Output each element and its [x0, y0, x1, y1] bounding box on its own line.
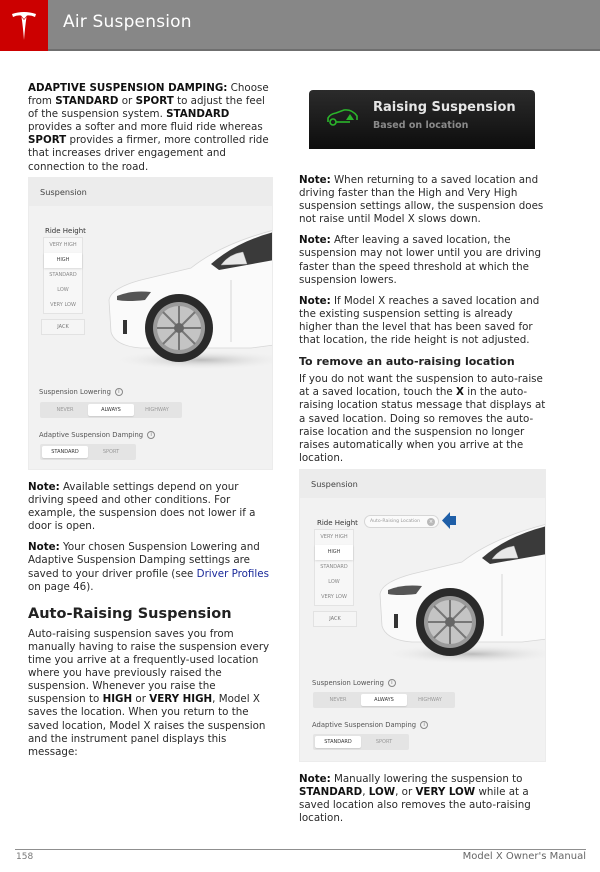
panel-title: Suspension — [29, 178, 272, 206]
footer-divider — [15, 849, 586, 850]
suspension-settings-auto-raise-screenshot — [299, 469, 546, 762]
note-manual-lowering: Note: Manually lowering the suspension to STANDARD, LOW, or VERY LOW while at a saved location also removes the auto-raising location. — [299, 773, 531, 825]
ride-height-selector — [43, 237, 83, 314]
ride-height-label: Ride Height — [45, 227, 86, 235]
adaptive-damping-selector — [313, 734, 409, 750]
note-after-leaving: Note: After leaving a saved location, the suspension may not lower until you are driving faster than the speed threshold at which the suspension lowers. — [299, 234, 542, 286]
lowering-never[interactable]: NEVER — [56, 407, 74, 413]
ride-height-standard[interactable]: STANDARD — [49, 272, 77, 278]
info-icon[interactable]: i — [115, 388, 123, 396]
ride-height-low[interactable]: LOW — [57, 287, 69, 293]
manual-title: Model X Owner's Manual — [462, 851, 586, 862]
tesla-logo — [0, 0, 48, 51]
car-raise-icon — [326, 108, 360, 128]
jack-button[interactable]: JACK — [41, 319, 85, 335]
left-column-notes — [28, 481, 276, 767]
ride-height-very-low[interactable]: VERY LOW — [50, 302, 76, 308]
right-column-notes — [299, 174, 549, 473]
term-label: ADAPTIVE SUSPENSION DAMPING: — [28, 82, 228, 94]
right-column-final-note — [299, 773, 549, 833]
ride-height-standard[interactable]: STANDARD — [320, 564, 348, 570]
car-image — [101, 220, 273, 370]
banner-title: Raising Suspension — [373, 100, 516, 115]
jack-button[interactable]: JACK — [313, 611, 357, 627]
remove-location-paragraph: If you do not want the suspension to auto-raise at a saved location, touch the X in the auto-raising location status message that displays at a saved location. Doing so removes the auto-raise location and the suspension no longer raises automatically when you arrive at the location. — [299, 373, 546, 464]
remove-location-close-icon[interactable]: × — [428, 519, 434, 525]
adaptive-damping-label: Adaptive Suspension Damping i — [312, 721, 428, 729]
adaptive-damping-paragraph: ADAPTIVE SUSPENSION DAMPING: Choose from STANDARD or SPORT to adjust the feel of the suspension system. STANDARD provides a softer and more fluid ride whereas SPORT provides a firmer, more controlled ride that increases driver engagement and connection to the road. — [28, 82, 269, 173]
ride-height-very-high[interactable]: VERY HIGH — [49, 242, 77, 248]
suspension-lowering-selector — [40, 402, 182, 418]
auto-raising-paragraph: Auto-raising suspension saves you from manually having to raise the suspension every time you arrive at a frequently-used location where you have previously raised the suspension. Whenever you raise the suspension to HIGH or VERY HIGH, Model X saves the location. When you return to the saved location, Model X raises the suspension and the instrument panel displays this message: — [28, 627, 270, 758]
lowering-always[interactable]: ALWAYS — [88, 404, 134, 416]
note-returning-faster: Note: When returning to a saved location and driving faster than the High and Very High suspension settings allow, the suspension does not raise until Model X slows down. — [299, 174, 544, 226]
driver-profiles-link[interactable]: Driver Profiles — [196, 567, 269, 580]
damping-sport[interactable]: SPORT — [102, 449, 120, 455]
damping-standard[interactable]: STANDARD — [42, 446, 88, 458]
left-column-intro — [28, 82, 276, 182]
lowering-never[interactable]: NEVER — [329, 697, 347, 703]
ride-height-high[interactable]: HIGH — [315, 545, 353, 560]
suspension-lowering-selector — [313, 692, 455, 708]
adaptive-damping-selector — [40, 444, 136, 460]
note-available-settings: Note: Available settings depend on your driving speed and other conditions. For example, the suspension does not lower if a door is open. — [28, 481, 256, 533]
note-driver-profile: Note: Your chosen Suspension Lowering and Adaptive Suspension Damping settings are saved to your driver profile (see Driver Profiles on page 46). — [28, 541, 269, 593]
ride-height-selector — [314, 529, 354, 606]
tesla-t-icon — [11, 11, 37, 41]
car-image — [372, 514, 546, 664]
raising-suspension-message — [309, 90, 535, 149]
lowering-highway[interactable]: HIGHWAY — [418, 697, 442, 703]
page-title: Air Suspension — [63, 12, 192, 32]
info-icon[interactable]: i — [388, 679, 396, 687]
lowering-highway[interactable]: HIGHWAY — [145, 407, 169, 413]
damping-sport[interactable]: SPORT — [375, 739, 393, 745]
subheading-remove-location: To remove an auto-raising location — [299, 355, 515, 369]
info-icon[interactable]: i — [147, 431, 155, 439]
section-heading-auto-raising: Auto-Raising Suspension — [28, 605, 232, 622]
ride-height-label: Ride Height — [317, 519, 358, 527]
page-header — [0, 0, 600, 51]
ride-height-very-low[interactable]: VERY LOW — [321, 594, 347, 600]
page-number: 158 — [16, 852, 34, 862]
ride-height-low[interactable]: LOW — [328, 579, 340, 585]
suspension-settings-screenshot — [28, 177, 273, 470]
banner-subtitle: Based on location — [373, 120, 469, 131]
suspension-lowering-label: Suspension Lowering i — [39, 388, 123, 396]
info-icon[interactable]: i — [420, 721, 428, 729]
lowering-always[interactable]: ALWAYS — [361, 694, 407, 706]
suspension-lowering-label: Suspension Lowering i — [312, 679, 396, 687]
auto-raising-location-chip: Auto-Raising Location × — [364, 515, 439, 528]
damping-standard[interactable]: STANDARD — [315, 736, 361, 748]
ride-height-very-high[interactable]: VERY HIGH — [320, 534, 348, 540]
note-already-higher: Note: If Model X reaches a saved location and the existing suspension setting is already higher than the level that has been saved for that location, the ride height is not adjusted. — [299, 294, 540, 347]
ride-height-high[interactable]: HIGH — [44, 253, 82, 268]
adaptive-damping-label: Adaptive Suspension Damping i — [39, 431, 155, 439]
panel-title: Suspension — [300, 470, 545, 498]
